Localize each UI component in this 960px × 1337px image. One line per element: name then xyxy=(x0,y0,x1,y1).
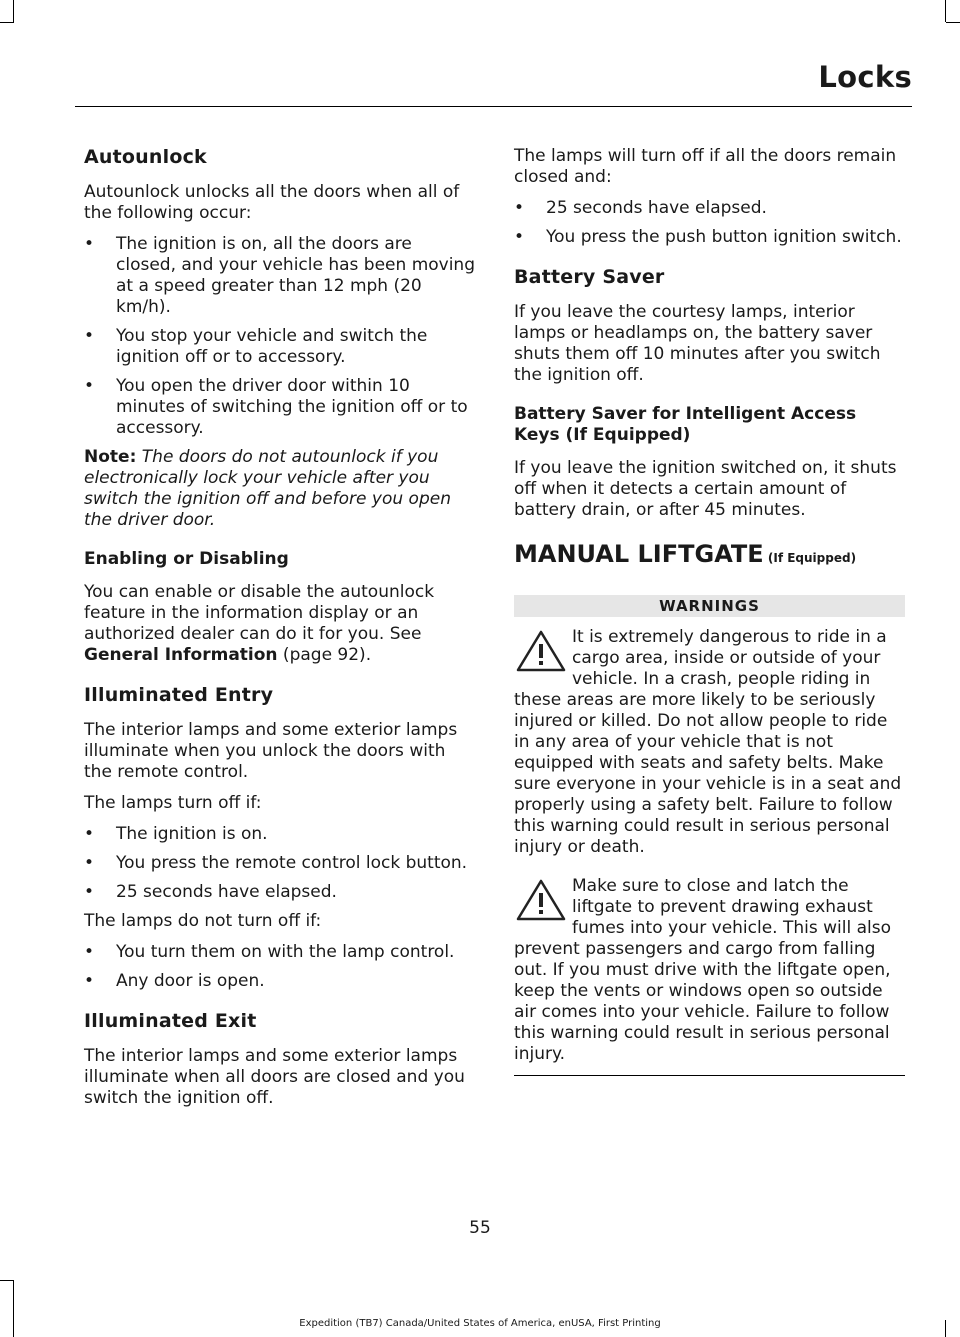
exit-cont-intro: The lamps will turn off if all the doors remain closed and: xyxy=(514,146,897,187)
list-item: • You turn them on with the lamp control. xyxy=(84,942,455,962)
warning-triangle-icon xyxy=(514,878,568,922)
page-number: 55 xyxy=(469,1218,491,1238)
not-off-list xyxy=(84,942,477,992)
warning-triangle-icon xyxy=(514,629,568,673)
heading-illuminated-exit: Illuminated Exit xyxy=(84,1010,257,1032)
crop-mark xyxy=(0,22,14,23)
warnings-end-rule xyxy=(514,1075,905,1076)
turn-off-intro: The lamps turn off if: xyxy=(84,793,262,813)
battery-ia-text: If you leave the ignition switched on, it shuts off when it detects a certain amount of battery drain, or after 45 minutes. xyxy=(514,458,897,520)
list-item: • Any door is open. xyxy=(84,971,265,991)
warnings-header: WARNINGS xyxy=(514,595,905,617)
crop-mark xyxy=(0,1280,14,1281)
autounlock-note: Note: The doors do not autounlock if you electronically lock your vehicle after you switch the ignition off and before you open the driver door. xyxy=(84,447,451,530)
list-item: • You stop your vehicle and switch the ignition off or to accessory. xyxy=(84,326,428,367)
list-item: • The ignition is on. xyxy=(84,824,268,844)
not-off-intro: The lamps do not turn off if: xyxy=(84,911,322,931)
turn-off-list xyxy=(84,824,477,903)
crop-mark xyxy=(946,22,960,23)
list-item: • The ignition is on, all the doors are closed, and your vehicle has been moving at a speed greater than 12 mph (20 km/h). xyxy=(84,234,476,317)
footer-edition: Expedition (TB7) Canada/United States of America, enUSA, First Printing xyxy=(299,1318,661,1329)
crop-mark xyxy=(13,0,14,22)
enabling-text: You can enable or disable the autounlock feature in the information display or an authorized dealer can do it for you. See General Information (page 92). xyxy=(84,582,435,665)
list-item: • 25 seconds have elapsed. xyxy=(84,882,337,902)
list-item: • You open the driver door within 10 minutes of switching the ignition off or to accessory. xyxy=(84,376,468,438)
heading-illuminated-entry: Illuminated Entry xyxy=(84,684,274,706)
heading-enabling: Enabling or Disabling xyxy=(84,549,289,569)
list-item: • You press the push button ignition switch. xyxy=(514,227,902,247)
heading-manual-liftgate: MANUAL LIFTGATE (If Equipped) xyxy=(514,540,857,568)
battery-saver-text: If you leave the courtesy lamps, interior lamps or headlamps on, the battery saver shuts them off 10 minutes after you switch the ignition off. xyxy=(514,302,881,385)
heading-battery-ia: Battery Saver for Intelligent Access Keys (If Equipped) xyxy=(514,404,857,445)
warning-block: It is extremely dangerous to ride in a cargo area, inside or outside of your vehicle. In a crash, people riding in these areas are more likely to be seriously injured or killed. Do not allow people to ride in any area of your vehicle that is not equipped with seats and safety belts. Make sure everyone in your vehicle is in a seat and properly using a safety belt. Failure to follow this warning could result in serious personal injury or death. xyxy=(514,627,902,857)
illuminated-entry-text: The interior lamps and some exterior lamps illuminate when you unlock the doors with the remote control. xyxy=(84,720,458,782)
header-rule xyxy=(75,106,912,107)
left-column xyxy=(84,146,477,1119)
autounlock-list xyxy=(84,234,477,439)
warning-block: Make sure to close and latch the liftgate to prevent drawing exhaust fumes into your vehicle. This will also prevent passengers and cargo from falling out. If you must drive with the liftgate open, keep the vents or windows open so outside air comes into your vehicle. Failure to follow this warning could result in serious personal injury. xyxy=(514,876,892,1064)
list-item: • 25 seconds have elapsed. xyxy=(514,198,767,218)
crop-mark xyxy=(945,0,946,22)
right-column xyxy=(514,146,905,1076)
heading-autounlock: Autounlock xyxy=(84,146,207,168)
illuminated-exit-text: The interior lamps and some exterior lamps illuminate when all doors are closed and you switch the ignition off. xyxy=(84,1046,465,1108)
list-item: • You press the remote control lock button. xyxy=(84,853,468,873)
heading-battery-saver: Battery Saver xyxy=(514,266,665,288)
autounlock-intro: Autounlock unlocks all the doors when all of the following occur: xyxy=(84,182,460,223)
exit-cont-list xyxy=(514,198,905,248)
page-title: Locks xyxy=(818,60,912,94)
link-general-information[interactable]: General Information xyxy=(84,645,278,665)
